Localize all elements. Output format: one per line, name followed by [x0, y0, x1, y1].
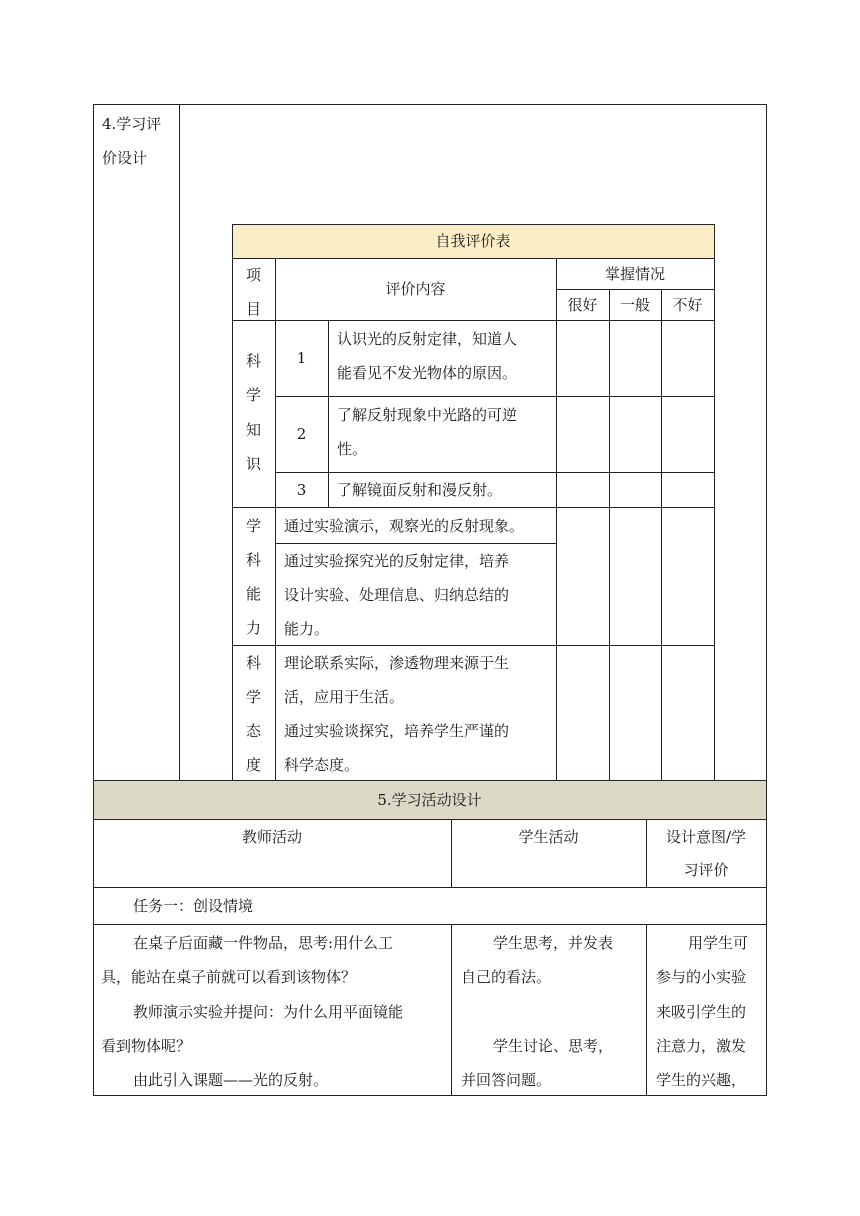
eval-col-item-2: 目: [245, 300, 261, 318]
teacher-line4: 看到物体呢？: [101, 1037, 192, 1055]
intent-line5: 学生的兴趣，: [656, 1071, 747, 1089]
attitude-label-1: 科: [245, 654, 261, 672]
eval-title: 自我评价表: [435, 232, 511, 250]
attitude-line1: 理论联系实际，渗透物理来源于生: [284, 654, 510, 672]
student-line2: 自己的看法。: [461, 968, 552, 986]
eval-k-row1-bottom: [275, 396, 715, 397]
attitude-label-4: 度: [245, 756, 261, 774]
eval-level-good: 很好: [567, 296, 598, 314]
knowledge-row2-line2: 性。: [337, 440, 368, 458]
eval-level-poor: 不好: [672, 296, 703, 314]
knowledge-label-3: 知: [245, 421, 261, 439]
intent-line1: 用学生可: [688, 934, 749, 952]
eval-col-content: 评价内容: [385, 280, 446, 298]
attitude-line4: 科学态度。: [284, 756, 360, 774]
section5-col2-right-body: [646, 924, 647, 1096]
attitude-label-3: 态: [245, 722, 261, 740]
knowledge-row1-no: 1: [296, 349, 307, 367]
teacher-line3: 教师演示实验并提问：为什么用平面镜能: [133, 1003, 404, 1021]
header-intent-line1: 设计意图/学: [665, 828, 747, 846]
ability-label-4: 力: [245, 619, 261, 637]
header-teacher-activity: 教师活动: [241, 828, 302, 846]
ability-row2-line2: 设计实验、处理信息、归纳总结的: [284, 586, 510, 604]
intent-line2: 参与的小实验: [656, 968, 747, 986]
outer-left-border: [93, 104, 94, 1096]
student-line4: 并回答问题。: [461, 1071, 552, 1089]
eval-col-item-1: 项: [245, 266, 261, 284]
teacher-line1: 在桌子后面藏一件物品，思考:用什么工: [133, 934, 394, 952]
header-intent-line2: 习评价: [683, 861, 729, 879]
eval-col-content-right: [556, 258, 557, 781]
knowledge-row1-line2: 能看见不发光物体的原因。: [337, 364, 518, 382]
attitude-label-2: 学: [245, 688, 261, 706]
ability-row2-line1: 通过实验探究光的反射定律，培养: [284, 552, 510, 570]
header-student-activity: 学生活动: [518, 828, 579, 846]
section5-title: 5.学习活动设计: [377, 791, 482, 809]
intent-line3: 来吸引学生的: [656, 1003, 747, 1021]
ability-label-2: 科: [245, 551, 261, 569]
eval-col-no-right: [328, 320, 329, 507]
knowledge-label-1: 科: [245, 352, 261, 370]
eval-right-border: [714, 224, 715, 781]
section4-divider: [179, 104, 180, 781]
section5-top: [93, 780, 767, 781]
student-line1: 学生思考，并发表: [493, 934, 614, 952]
ability-row1-line1: 通过实验演示，观察光的反射现象。: [284, 517, 525, 535]
ability-row2-line3: 能力。: [284, 620, 330, 638]
knowledge-row3-line1: 了解镜面反射和漫反射。: [337, 481, 503, 499]
teacher-line2: 具，能站在桌子前就可以看到该物体？: [101, 968, 357, 986]
eval-col-avg-right: [661, 289, 662, 781]
student-line3: 学生讨论、思考，: [493, 1037, 614, 1055]
ability-label-1: 学: [245, 517, 261, 535]
intent-line4: 注意力，激发: [656, 1037, 747, 1055]
ability-label-3: 能: [245, 585, 261, 603]
eval-col-good-right: [609, 289, 610, 781]
eval-col-item-right: [275, 258, 276, 781]
knowledge-row3-no: 3: [296, 481, 307, 499]
section4-label-line2: 价设计: [102, 149, 148, 167]
knowledge-label-4: 识: [245, 455, 261, 473]
knowledge-row2-no: 2: [296, 425, 307, 443]
teacher-line5: 由此引入课题——光的反射。: [133, 1071, 329, 1089]
section5-header-bottom: [93, 887, 767, 888]
task1-row-bottom: [93, 924, 767, 925]
knowledge-row1-line1: 认识光的反射定律，知道人: [337, 330, 518, 348]
eval-col-mastery: 掌握情况: [604, 265, 665, 283]
eval-knowledge-bottom: [232, 507, 715, 508]
attitude-line3: 通过实验谈探究，培养学生严谨的: [284, 722, 510, 740]
eval-level-average: 一般: [619, 296, 650, 314]
task1-label: 任务一：创设情境: [133, 897, 254, 915]
outer-right-border: [766, 104, 767, 1096]
attitude-line2: 活，应用于生活。: [284, 688, 405, 706]
section5-col1-right-body: [451, 924, 452, 1096]
outer-top-border: [93, 104, 767, 105]
knowledge-label-2: 学: [245, 386, 261, 404]
knowledge-row2-line1: 了解反射现象中光路的可逆: [337, 406, 518, 424]
section4-label-line1: 4.学习评: [102, 115, 162, 133]
